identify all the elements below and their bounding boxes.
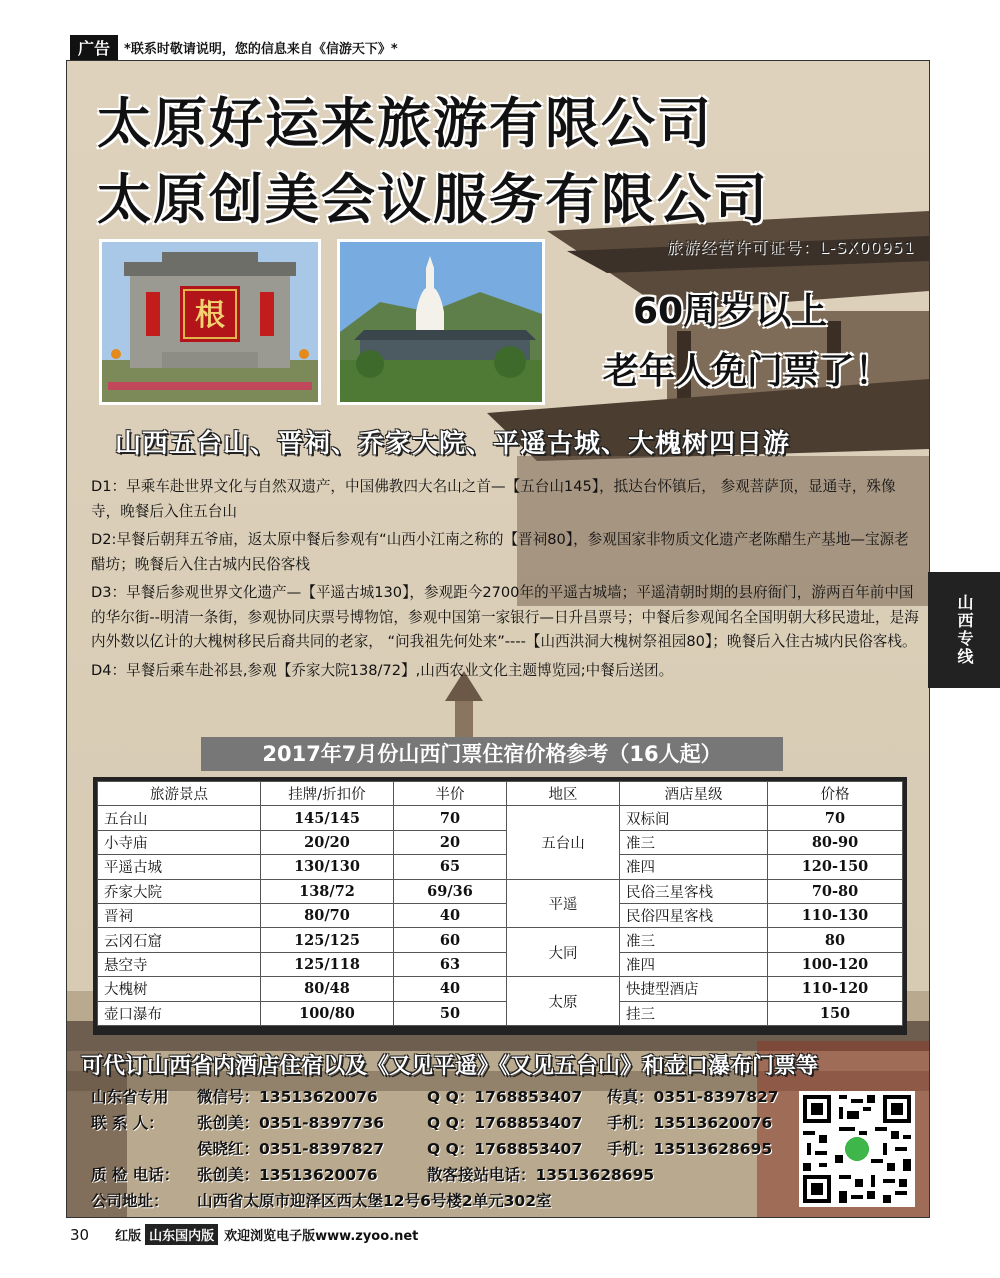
table-row xyxy=(98,928,903,952)
contact-fax: 传真：0351-8397827 xyxy=(607,1088,779,1106)
table-row xyxy=(98,952,903,976)
itinerary-day-4: D4：早餐后乘车赴祁县,参观【乔家大院138/72】,山西农业文化主题博览园;中餐后送团。 xyxy=(91,661,674,679)
cell-listed-price: 125/125 xyxy=(261,928,394,952)
cell-listed-price: 125/118 xyxy=(261,952,394,976)
cell-hotel-grade: 双标间 xyxy=(620,806,768,830)
col-header-listed-price: 挂牌/折扣价 xyxy=(261,782,394,806)
cell-attraction: 五台山 xyxy=(98,806,261,830)
cell-price: 110-120 xyxy=(768,977,903,1001)
cell-region: 五台山 xyxy=(507,806,620,879)
cell-half-price: 40 xyxy=(394,977,507,1001)
contact-qq: Q Q：1768853407 xyxy=(427,1140,583,1158)
quality-check-phone: 张创美：13513620076 xyxy=(197,1166,378,1184)
table-header-row xyxy=(98,782,903,806)
advertisement-poster xyxy=(66,60,930,1218)
ancestral-gate-photo xyxy=(99,239,321,405)
side-section-tab: 山西专线 xyxy=(928,572,1000,688)
cell-hotel-grade: 准三 xyxy=(620,830,768,854)
promo-free-ticket-line: 老年人免门票了！ xyxy=(603,351,892,392)
table-row xyxy=(98,879,903,903)
cell-price: 70-80 xyxy=(768,879,903,903)
cell-attraction: 悬空寺 xyxy=(98,952,261,976)
cell-attraction: 小寺庙 xyxy=(98,830,261,854)
contact-region-label: 山东省专用 xyxy=(91,1088,169,1106)
itinerary xyxy=(91,475,919,687)
cell-hotel-grade: 民俗三星客栈 xyxy=(620,879,768,903)
cell-price: 100-120 xyxy=(768,952,903,976)
cell-half-price: 40 xyxy=(394,903,507,927)
edition-label: 红版 xyxy=(115,1229,142,1244)
cell-half-price: 63 xyxy=(394,952,507,976)
page-footer xyxy=(70,1224,418,1245)
ad-tag: 广告 xyxy=(70,35,118,60)
company-name-1: 太原好运来旅游有限公司 xyxy=(97,92,713,155)
col-header-hotel-grade: 酒店星级 xyxy=(620,782,768,806)
cell-listed-price: 80/48 xyxy=(261,977,394,1001)
cell-listed-price: 130/130 xyxy=(261,855,394,879)
cell-hotel-grade: 准四 xyxy=(620,855,768,879)
address-label: 公司地址： xyxy=(91,1192,169,1210)
cell-price: 80 xyxy=(768,928,903,952)
cell-hotel-grade: 准三 xyxy=(620,928,768,952)
cell-hotel-grade: 挂三 xyxy=(620,1001,768,1025)
ad-header xyxy=(70,36,398,58)
cell-half-price: 60 xyxy=(394,928,507,952)
cell-hotel-grade: 准四 xyxy=(620,952,768,976)
cell-listed-price: 100/80 xyxy=(261,1001,394,1025)
contact-wechat: 微信号：13513620076 xyxy=(197,1088,378,1106)
cell-attraction: 壶口瀑布 xyxy=(98,1001,261,1025)
tour-route-title: 山西五台山、晋祠、乔家大院、平遥古城、大槐树四日游 xyxy=(115,429,791,459)
col-header-half-price: 半价 xyxy=(394,782,507,806)
license-number: 旅游经营许可证号：L-SX00951 xyxy=(666,238,915,257)
col-header-attraction: 旅游景点 xyxy=(98,782,261,806)
col-header-region: 地区 xyxy=(507,782,620,806)
cell-region: 大同 xyxy=(507,928,620,977)
table-row xyxy=(98,855,903,879)
website-link[interactable]: 欢迎浏览电子版www.zyoo.net xyxy=(224,1229,419,1244)
cell-attraction: 乔家大院 xyxy=(98,879,261,903)
cell-listed-price: 20/20 xyxy=(261,830,394,854)
cell-listed-price: 138/72 xyxy=(261,879,394,903)
price-table-frame xyxy=(93,777,907,1035)
contact-person-phone: 张创美：0351-8397736 xyxy=(197,1114,385,1132)
table-row xyxy=(98,1001,903,1025)
table-row xyxy=(98,830,903,854)
table-row xyxy=(98,806,903,830)
section-label: 山东国内版 xyxy=(145,1224,218,1245)
cell-region: 太原 xyxy=(507,977,620,1026)
company-name-2: 太原创美会议服务有限公司 xyxy=(97,168,769,231)
cell-listed-price: 145/145 xyxy=(261,806,394,830)
pickup-phone: 散客接站电话：13513628695 xyxy=(427,1166,655,1184)
cell-attraction: 晋祠 xyxy=(98,903,261,927)
table-row xyxy=(98,903,903,927)
cell-price: 150 xyxy=(768,1001,903,1025)
contact-qq: Q Q：1768853407 xyxy=(427,1088,583,1106)
cell-half-price: 50 xyxy=(394,1001,507,1025)
wechat-qr-code xyxy=(799,1091,915,1207)
cell-attraction: 云冈石窟 xyxy=(98,928,261,952)
itinerary-day-2: D2:早餐后朝拜五爷庙，返太原中餐后参观有“山西小江南之称的【晋祠80】，参观国家非物质文化遗产老陈醋生产基地—宝源老醋坊；晚餐后入住古城内民俗客栈 xyxy=(91,531,909,573)
cell-price: 70 xyxy=(768,806,903,830)
table-row xyxy=(98,977,903,1001)
booking-service-line: 可代订山西省内酒店住宿以及《又见平遥》《又见五台山》和壶口瀑布门票等 xyxy=(81,1054,819,1079)
price-table xyxy=(97,781,903,1026)
cell-price: 120-150 xyxy=(768,855,903,879)
cell-attraction: 平遥古城 xyxy=(98,855,261,879)
plaque-root-character: 根 xyxy=(195,298,225,333)
contact-person-label: 联 系 人： xyxy=(91,1114,164,1132)
contact-qq: Q Q：1768853407 xyxy=(427,1114,583,1132)
contact-mobile: 手机：13513620076 xyxy=(607,1114,773,1132)
company-address: 山西省太原市迎泽区西太堡12号6号楼2单元302室 xyxy=(197,1192,552,1210)
contact-person-phone: 侯晓红：0351-8397827 xyxy=(197,1140,385,1158)
col-header-price: 价格 xyxy=(768,782,903,806)
cell-hotel-grade: 民俗四星客栈 xyxy=(620,903,768,927)
cell-half-price: 69/36 xyxy=(394,879,507,903)
cell-half-price: 70 xyxy=(394,806,507,830)
cell-hotel-grade: 快捷型酒店 xyxy=(620,977,768,1001)
quality-check-label: 质 检 电话： xyxy=(91,1166,180,1184)
page-number: 30 xyxy=(70,1225,90,1244)
promo-age-line: 60周岁以上 xyxy=(633,291,828,332)
cell-attraction: 大槐树 xyxy=(98,977,261,1001)
contact-mobile: 手机：13513628695 xyxy=(607,1140,773,1158)
cell-half-price: 20 xyxy=(394,830,507,854)
cell-region: 平遥 xyxy=(507,879,620,928)
itinerary-day-1: D1：早乘车赴世界文化与自然双遗产，中国佛教四大名山之首—【五台山145】，抵达台怀镇后， 参观菩萨顶，显通寺，殊像寺，晚餐后入住五台山 xyxy=(91,478,896,520)
cell-half-price: 65 xyxy=(394,855,507,879)
cell-listed-price: 80/70 xyxy=(261,903,394,927)
cell-price: 80-90 xyxy=(768,830,903,854)
cell-price: 110-130 xyxy=(768,903,903,927)
itinerary-day-3: D3：早餐后参观世界文化遗产—【平遥古城130】，参观距今2700年的平遥古城墙；平遥清朝时期的县府衙门，游两百年前中国的华尔街--明清一条街，参观协同庆票号博物馆，参观中国第一家银行—日升昌票号；中餐后参观闻名全国明朝大移民遗址，是海内外数以亿计的大槐树移民后裔共同的老家， “问我祖先何处来”----【山西洪洞大槐树祭祖园80】；晚餐后入住古城内民俗客栈。 xyxy=(91,584,919,650)
white-pagoda-photo xyxy=(337,239,545,405)
ad-source-note: *联系时敬请说明，您的信息来自《信游天下》* xyxy=(124,41,398,57)
price-table-title: 2017年7月份山西门票住宿价格参考（16人起） xyxy=(201,737,783,771)
